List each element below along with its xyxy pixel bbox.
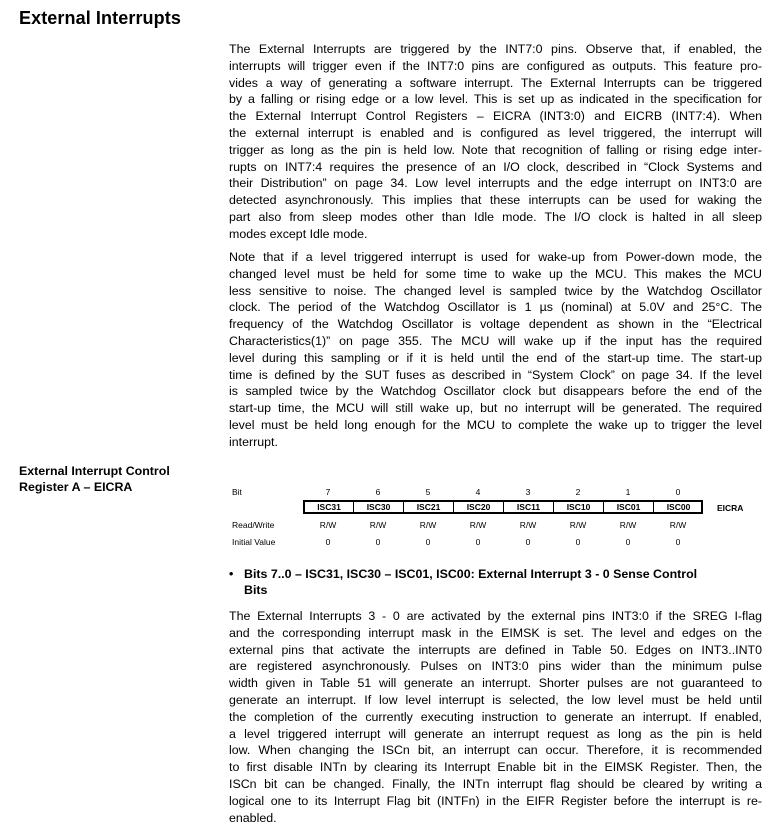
paragraph-line: The External Interrupts are triggered by the INT7:0 pins. Observe that, if enabled, the (229, 42, 762, 56)
paragraph-line: external pins that activate the interrupts are defined in Table 50. Edges on INT3..INT0 (229, 642, 762, 657)
paragraph-line: and the corresponding interrupt mask in the EIMSK is set. The level and edges on the (229, 625, 762, 640)
bit-access: R/W (619, 520, 637, 530)
bullet-heading-line: Bits (244, 583, 268, 598)
bit-access: R/W (469, 520, 487, 530)
paragraph-line: trigger as long as the pin is held low. Note that recognition of falling or rising edge inter- (229, 142, 762, 157)
bit-number: 6 (375, 487, 381, 497)
bit-access: R/W (669, 520, 687, 530)
bit-field: ISC31 (317, 502, 341, 512)
bit-number: 0 (675, 487, 681, 497)
bit-access: R/W (569, 520, 587, 530)
bit-initial-value: 0 (325, 537, 331, 547)
bit-access: R/W (519, 520, 537, 530)
bit-number: 2 (575, 487, 581, 497)
paragraph-line: low. When changing the ISCn bit, an interrupt can occur. Therefore, it is recommended (229, 743, 762, 758)
paragraph-line: clock. The period of the Watchdog Oscillator is 1 µs (nominal) at 5.0V and 25°C. The (229, 300, 762, 315)
bit-access: R/W (319, 520, 337, 530)
paragraph-line: Characteristics(1)” on page 355. The MCU will wake up if the input has the required (229, 333, 762, 348)
bullet-symbol: • (229, 567, 234, 581)
rw-row-label: Read/Write (232, 520, 275, 530)
paragraph-line: interrupt. (229, 434, 278, 449)
paragraph-line: the external interrupt is enabled and is configured as level triggered, the interrupt will (229, 125, 762, 140)
bit-initial-value: 0 (625, 537, 631, 547)
paragraph-line: frequency of the Watchdog Oscillator is voltage dependent as shown in the “Electrical (229, 317, 762, 332)
bit-field: ISC30 (353, 502, 403, 512)
bit-initial-value: 0 (575, 537, 581, 547)
register-table (229, 484, 762, 554)
paragraph-line: ISCn bit can be changed. Finally, the INTn interrupt flag should be cleared by writing a (229, 776, 762, 791)
paragraph-line: enabled. (229, 810, 277, 825)
bit-number: 3 (525, 487, 531, 497)
register-heading-line: Register A – EICRA (19, 480, 133, 494)
bit-initial-value: 0 (475, 537, 481, 547)
bit-field: ISC21 (403, 502, 453, 512)
paragraph-line: part also from sleep modes other than Idle mode. The I/O clock is halted in all sleep (229, 209, 762, 224)
bit-access: R/W (369, 520, 387, 530)
paragraph-line: time is defined by the SUT fuses as described in “System Clock” on page 34. If the level (229, 367, 762, 382)
section-title: External Interrupts (19, 8, 181, 28)
bit-number: 4 (475, 487, 481, 497)
paragraph-line: The External Interrupts 3 - 0 are activated by the external pins INT3:0 if the SREG I-flag (229, 609, 762, 623)
paragraph-line: start-up time, the MCU will still wake up, but no interrupt will be generated. The required (229, 401, 762, 416)
paragraph-line: generate an interrupt. If low level interrupt is selected, the low level must be held until (229, 692, 762, 707)
paragraph-line: changed level must be held for some time to wake up the MCU. This makes the MCU (229, 266, 762, 281)
bit-initial-value: 0 (425, 537, 431, 547)
paragraph-line: the completion of the currently executing instruction to generate an interrupt. If enabled, (229, 709, 762, 724)
paragraph-line: logical one to its Interrupt Flag bit (INTFn) in the EIFR Register before the interrupt is re- (229, 793, 762, 808)
bit-field: ISC00 (653, 502, 703, 512)
paragraph-line: level during this sampling or if it is held until the end of the start-up time. The start-up (229, 350, 762, 365)
paragraph-line: width given in Table 51 will generate an interrupt. Shorter pulses are not guaranteed to (229, 676, 762, 691)
paragraph-line: modes except Idle mode. (229, 226, 368, 241)
paragraph-line: rupts on INT7:4 requires the presence of an I/O clock, described in “Clock Systems and (229, 159, 762, 174)
paragraph-line: their Distribution” on page 34. Low level interrupts and the edge interrupt on INT3:0 are (229, 176, 762, 191)
bit-number: 1 (625, 487, 631, 497)
paragraph-line: less sensitive to noise. The changed level is sampled twice by the Watchdog Oscillator (229, 283, 762, 298)
paragraph-wakeup (229, 249, 762, 451)
bit-initial-value: 0 (675, 537, 681, 547)
bit-number: 7 (325, 487, 331, 497)
bit-initial-value: 0 (375, 537, 381, 547)
paragraph-isc-bits (229, 608, 762, 826)
register-heading-line: External Interrupt Control (19, 464, 170, 478)
paragraph-line: to first disable INTn by clearing its Interrupt Enable bit in the EIMSK Register. Then, the (229, 760, 762, 775)
paragraph-line: the External Interrupt Control Registers – EICRA (INT3:0) and EICRB (INT7:4). When (229, 109, 762, 124)
register-heading (19, 463, 170, 495)
bit-initial-value: 0 (525, 537, 531, 547)
bullet-heading (244, 566, 764, 599)
paragraph-line: vides a way of generating a software interrupt. The External Interrupts can be triggered (229, 75, 762, 90)
bullet-heading-line: Bits 7..0 – ISC31, ISC30 – ISC01, ISC00: External Interrupt 3 - 0 Sense Control (244, 567, 698, 581)
bit-row-label: Bit (232, 487, 242, 497)
bit-field: ISC01 (603, 502, 653, 512)
register-name: EICRA (717, 503, 744, 513)
paragraph-line: Note that if a level triggered interrupt is used for wake-up from Power-down mode, the (229, 250, 762, 264)
paragraph-intro (229, 41, 762, 243)
initial-row-label: Initial Value (232, 537, 276, 547)
paragraph-line: by a falling or rising edge or a low level. This is set up as indicated in the specification for (229, 92, 762, 107)
bit-field: ISC20 (453, 502, 503, 512)
bit-access: R/W (419, 520, 437, 530)
paragraph-line: a level triggered interrupt will generate an interrupt request as long as the pin is held (229, 726, 762, 741)
paragraph-line: detected asynchronously. This implies that these interrupts can be used for waking the (229, 193, 762, 208)
paragraph-line: interrupts will trigger even if the INT7:0 pins are configured as outputs. This feature pro- (229, 58, 762, 73)
bit-number: 5 (425, 487, 431, 497)
paragraph-line: are registered asynchronously. Pulses on INT3:0 pins wider than the minimum pulse (229, 659, 762, 674)
bit-field: ISC11 (503, 502, 553, 512)
bit-field: ISC10 (553, 502, 603, 512)
paragraph-line: level must be held long enough for the MCU to complete the wake up to trigger the level (229, 417, 762, 432)
paragraph-line: is sampled twice by the Watchdog Oscillator clock but disappears before the end of the (229, 384, 762, 399)
register-fields-box (303, 500, 703, 514)
